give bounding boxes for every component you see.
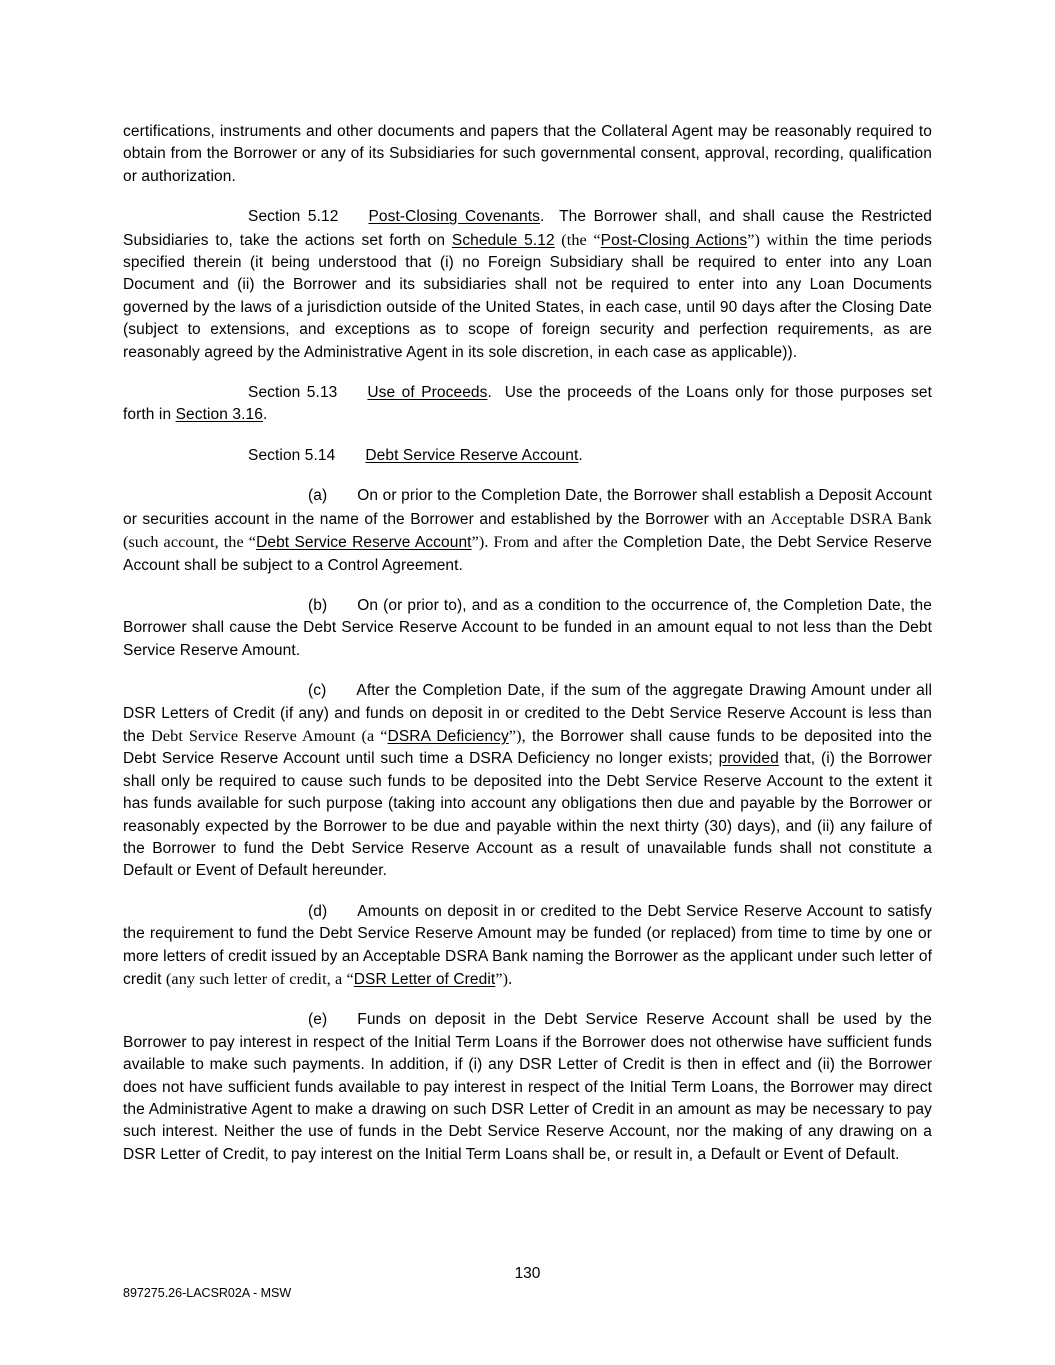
paragraph-certifications-continuation (123, 121, 932, 188)
clause-b (123, 595, 932, 662)
body-text: that, (i) the Borrower shall only be required to cause such funds to be deposited into the Debt Service Reserve Account to the extent it has funds available for such purpose (taking into account any obligations then due and payable by the Borrower or reasonably expected by the Borrower to be due and payable within the next thirty (30) days), and (ii) any failure of the Borrower to fund the Debt Service Reserve Account as a result of unavailable funds shall not constitute a Default or Event of Default hereunder. (123, 750, 932, 880)
body-text-serif: ”). From and after the (471, 533, 618, 552)
section-title: Debt Service Reserve Account (365, 446, 579, 464)
body-text-serif: Debt Service Reserve Amount (a “ (151, 726, 388, 745)
body-text: . (262, 406, 268, 424)
clause-label: (a) (308, 487, 328, 505)
section-title: Use of Proceeds (367, 384, 488, 402)
clause-label: (e) (308, 1011, 328, 1029)
xref-section-3-16: Section 3.16 (175, 406, 263, 424)
body-text: . The Borrower shall, and shall cause the Restricted Subsidiaries to, take the actions set forth on (123, 208, 932, 249)
body-text: . (578, 446, 583, 464)
body-text-serif: (any such letter of credit, a “ (165, 970, 354, 988)
xref-schedule-5-12: Schedule 5.12 (451, 231, 555, 249)
body-text: Funds on deposit in the Debt Service Reserve Account shall be used by the Borrower to pay interest in respect of the Initial Term Loans if the Borrower does not otherwise have sufficient funds available to make such payments. In addition, if (i) any DSR Letter of Credit is then in effect and (ii) the Borrower does not have sufficient funds available to pay interest in respect of the Initial Term Loans, the Borrower may direct the Administrative Agent to make a drawing on such DSR Letter of Credit in an amount as may be necessary to pay such interest. Neither the use of funds in the Debt Service Reserve Account, nor the making of any drawing on a DSR Letter of Credit, to pay interest on the Initial Term Loans shall be, or result in, a Default or Event of Default. (123, 1011, 932, 1163)
document-footer-id: 897275.26-LACSR02A - MSW (123, 1286, 292, 1300)
body-text: Amounts on deposit in or credited to the Debt Service Reserve Account to satisfy the requirement to fund the Debt Service Reserve Amount may be funded (or replaced) from time to time by one or more letters of credit issued by an Acceptable DSRA Bank naming the Borrower as the applicant under such letter of credit (123, 902, 932, 988)
clause-e (123, 1009, 932, 1166)
body-text-serif: (the “ (554, 230, 601, 249)
term-debt-service-reserve-account: Debt Service Reserve Account (256, 534, 472, 552)
body-text-serif: ”), (508, 726, 526, 745)
body-text: the Borrower shall cause funds to be deposited into the Debt Service Reserve Account until such time a DSRA Deficiency no longer exists; (123, 727, 932, 768)
clause-label: (d) (308, 902, 328, 920)
section-5-14-debt-service-reserve-account (123, 445, 932, 467)
clause-label: (b) (308, 596, 328, 614)
term-post-closing-actions: Post-Closing Actions (600, 231, 748, 249)
body-text: After the Completion Date, if the sum of the aggregate Drawing Amount under all DSR Letters of Credit (if any) and funds on deposit in or credited to the Debt Service Reserve Account is less than the (123, 682, 932, 745)
section-5-12-post-closing-covenants (123, 206, 932, 364)
body-text: . Use the proceeds of the Loans only for those purposes set forth in (123, 384, 933, 424)
term-dsr-letter-of-credit: DSR Letter of Credit (353, 971, 496, 988)
body-text: the time periods specified therein (it being understood that (i) no Foreign Subsidiary shall be required to enter into any Loan Document and (ii) the Borrower and its subsidiaries shall not be required to enter into any Loan Documents governed by the laws of a jurisdiction outside of the United States, in each case, until 90 days after the Closing Date (subject to extensions, and exceptions as to scope of foreign security and perfection requirements, as are reasonably agreed by the Administrative Agent in its sole discretion, in each case as applicable)). (123, 231, 932, 361)
section-5-13-use-of-proceeds (123, 382, 932, 427)
term-dsra-deficiency: DSRA Deficiency (387, 727, 509, 745)
clause-a (123, 485, 932, 577)
section-number: Section 5.14 (248, 446, 336, 464)
body-text: Completion Date, the Debt Service Reserve Account shall be subject to a Control Agreement. (123, 534, 933, 574)
clause-d (123, 901, 932, 992)
body-text-serif: ”) within (747, 230, 809, 249)
clause-c (123, 680, 932, 883)
term-provided: provided (718, 750, 779, 768)
page-number: 130 (514, 1265, 541, 1282)
clause-label: (c) (308, 682, 327, 700)
document-body (123, 121, 932, 1184)
section-number: Section 5.12 (248, 208, 339, 226)
body-text: On (or prior to), and as a condition to the occurrence of, the Completion Date, the Borrower shall cause the Debt Service Reserve Account to be funded in an amount equal to not less than the Debt Service Reserve Amount. (123, 596, 932, 659)
body-text-serif: ”). (495, 970, 513, 988)
section-number: Section 5.13 (248, 384, 338, 402)
body-text-serif: Acceptable DSRA Bank (such account, the “ (123, 509, 932, 552)
section-title: Post-Closing Covenants (368, 208, 541, 226)
body-text: certifications, instruments and other documents and papers that the Collateral Agent may be reasonably required to obtain from the Borrower or any of its Subsidiaries for such governmental consent, approval, recording, qualification or authorization. (123, 123, 932, 185)
body-text: On or prior to the Completion Date, the Borrower shall establish a Deposit Account or securities account in the name of the Borrower and established by the Borrower with an (123, 487, 932, 528)
